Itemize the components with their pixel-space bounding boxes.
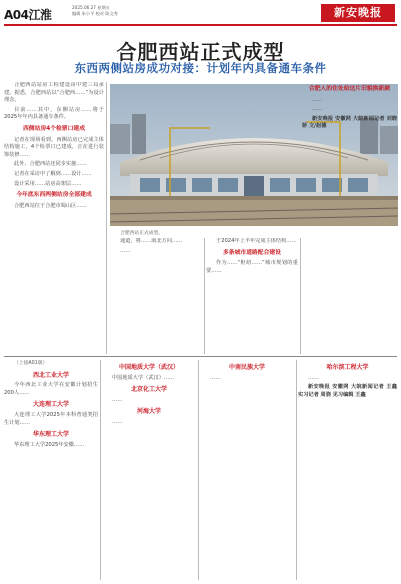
- column-divider: [100, 360, 101, 580]
- paragraph: ……: [308, 374, 319, 381]
- article-column-1: [4, 82, 104, 354]
- paragraph: ……: [312, 96, 323, 103]
- paragraph: ……: [312, 106, 323, 113]
- paragraph: 大连理工大学2025年本科普通类招生计划……: [4, 411, 98, 426]
- page-number: [4, 6, 52, 23]
- column-divider: [204, 238, 205, 354]
- photo-caption: 合肥西站正式成型。: [120, 231, 164, 236]
- article-column-4: [302, 82, 397, 354]
- university-heading: 北京化工大学: [130, 386, 167, 394]
- section-heading: 今年底东西两侧站房全部建成: [16, 192, 92, 199]
- paragraph: 目前……其中，东侧站房……将于2025年年内具备通车条件。: [4, 106, 104, 121]
- paragraph: 中国地质大学（武汉）……: [112, 374, 175, 381]
- headline: 合肥西站正式成型: [116, 40, 285, 64]
- university-heading: 西北工业大学: [32, 371, 69, 379]
- paragraph: 合肥西站位于合肥市蜀山区……: [14, 202, 87, 209]
- article-column-2: [110, 238, 202, 354]
- bottom-column-2: [102, 360, 196, 580]
- header-meta: [72, 5, 162, 17]
- paragraph: 记者在采访中了解到……设计……: [14, 170, 92, 177]
- paragraph: ……: [112, 396, 123, 403]
- bottom-column-4: [298, 360, 397, 580]
- bottom-column-3: [200, 360, 294, 580]
- section-separator: [4, 356, 397, 357]
- newspaper-logo: 新安晚报: [321, 4, 395, 22]
- column-divider: [300, 238, 301, 354]
- university-heading: 河海大学: [136, 408, 161, 416]
- paragraph: 华东理工大学2025年安徽……: [14, 441, 85, 448]
- column-divider: [198, 360, 199, 580]
- header-rule: [4, 24, 397, 26]
- header-editors: 编辑 朱小平 校对 陈文秀: [72, 11, 118, 16]
- subheadline: 东西两侧站房成功对接：计划年内具备通车条件: [74, 61, 327, 75]
- paragraph: 今年西北工业大学在安徽计划招生200人……: [4, 382, 98, 396]
- section-heading: 西侧站房4个检票口建成: [22, 125, 85, 132]
- university-heading: 华东理工大学: [32, 431, 69, 439]
- university-heading: 哈尔滨工程大学: [326, 364, 369, 371]
- column-divider: [106, 82, 107, 354]
- university-heading: 中国地质大学（武汉）: [118, 364, 179, 371]
- paragraph: 作为……“枢纽……”城市规划的重要……: [206, 260, 298, 274]
- paragraph: 设计采用……站房高架层……: [14, 180, 82, 187]
- header-date: 2025.06.27 星期五: [72, 5, 110, 10]
- byline: 新安晚报 安徽网 大皖新闻记者 王鑫 实习记者 周骁 见习编辑 王鑫: [298, 384, 397, 398]
- university-heading: 中南民族大学: [228, 364, 265, 371]
- paragraph: 此外，合肥西站还同步实施……: [14, 161, 87, 168]
- section-heading: 多条城市道路配合建设: [223, 249, 281, 256]
- section-heading: 合肥人的住处给这片旧貌换新颜: [308, 86, 391, 92]
- paragraph: ……: [120, 247, 131, 254]
- continuation-note: （上接A01版）: [14, 361, 48, 366]
- paragraph: 合肥西站站房工程建设由中建三局承建。据悉，合肥西站以“合肥西……”为设计理念。: [4, 82, 104, 104]
- paragraph: 记者在现场看到，西侧站房已完成主体结构施工，4个检票口已建成，正在进行装饰装修……: [4, 136, 104, 158]
- university-heading: 大连理工大学: [32, 401, 69, 409]
- byline: 新安晚报 安徽网 大皖新闻记者 刘晓娇 文/赵德: [302, 115, 397, 130]
- bottom-column-1: [4, 360, 98, 580]
- paragraph: ……: [112, 418, 123, 425]
- page-header: [0, 0, 401, 36]
- column-divider: [296, 360, 297, 580]
- paragraph: 于2024年上半年完成主体结构……: [216, 238, 297, 244]
- page-number-text: A04: [4, 8, 29, 22]
- article-column-3: [206, 238, 298, 354]
- section-name: 江淮: [28, 8, 52, 22]
- paragraph: 通道，将……南北方向……: [120, 238, 183, 244]
- paragraph: ……: [210, 374, 221, 381]
